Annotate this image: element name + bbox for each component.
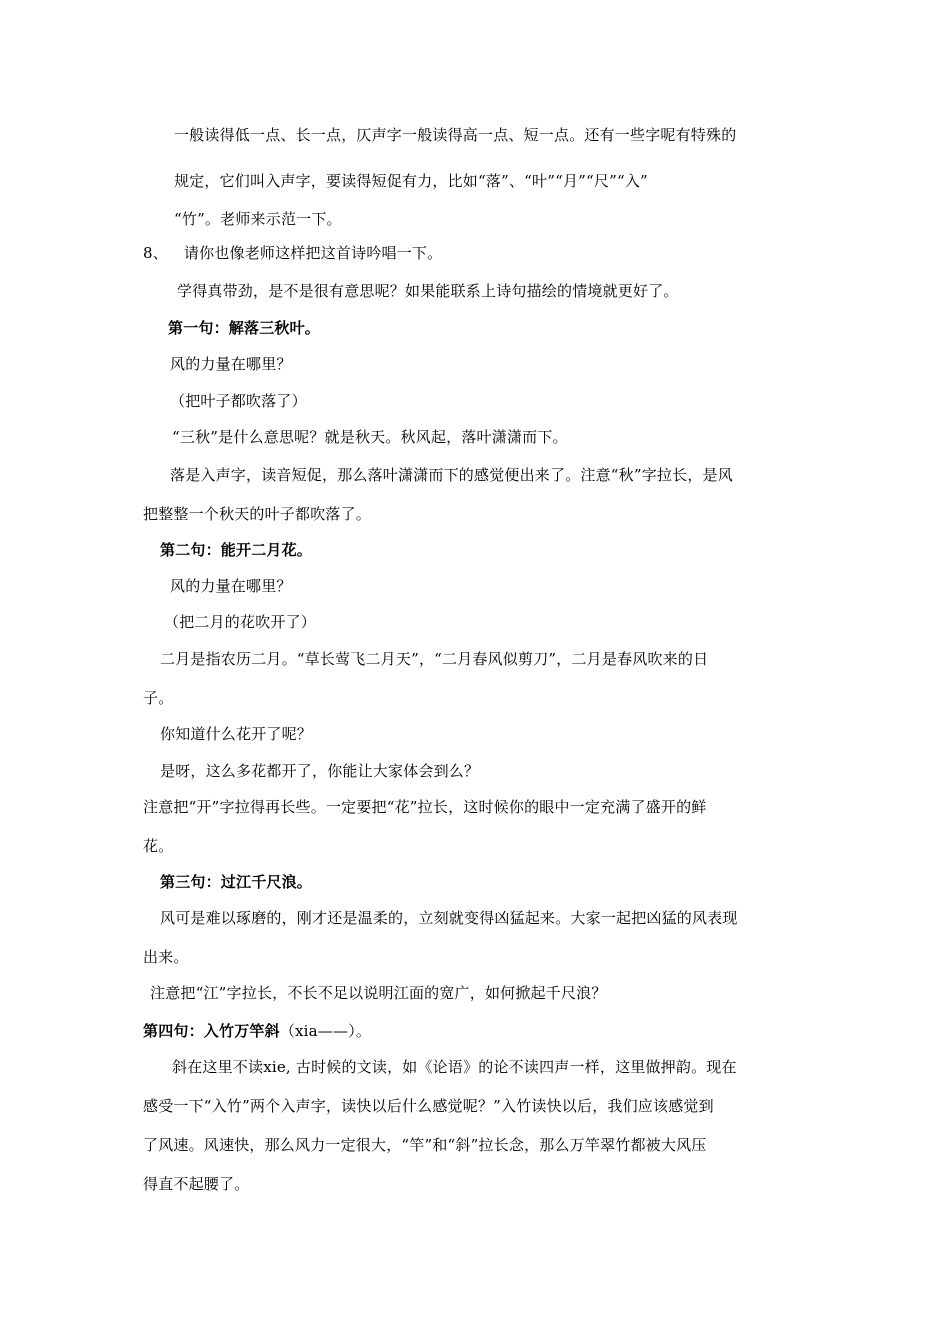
- item-text: 请你也像老师这样把这首诗吟唱一下。: [183, 244, 443, 262]
- text-line: 出来。: [143, 948, 189, 966]
- text-line: “竹”。老师来示范一下。: [174, 210, 342, 228]
- section-heading-line: [143, 1021, 371, 1041]
- text-line: 一般读得低一点、长一点，仄声字一般读得高一点、短一点。还有一些字呢有特殊的: [174, 126, 737, 144]
- section-heading: 第三句：过江千尺浪。: [160, 873, 313, 891]
- text-line: “三秋”是什么意思呢？就是秋天。秋风起，落叶潇潇而下。: [172, 428, 568, 446]
- text-line: 风可是难以琢磨的，刚才还是温柔的，立刻就变得凶猛起来。大家一起把凶猛的风表现: [160, 909, 738, 927]
- pinyin-note: （xia——）。: [279, 1022, 372, 1040]
- text-line: 子。: [143, 689, 174, 707]
- item-number: 8、: [143, 244, 168, 262]
- section-heading: 第二句：能开二月花。: [160, 541, 313, 559]
- text-line: 注意把“开”字拉得再长些。一定要把“花”拉长，这时候你的眼中一定充满了盛开的鲜: [143, 798, 707, 816]
- text-line: 风的力量在哪里？: [170, 355, 292, 373]
- text-line: 把整整一个秋天的叶子都吹落了。: [143, 505, 372, 523]
- text-line: （把二月的花吹开了）: [164, 613, 317, 631]
- text-line: 得直不起腰了。: [143, 1175, 250, 1193]
- text-line: 你知道什么花开了呢？: [160, 725, 313, 743]
- text-line: 二月是指农历二月。“草长莺飞二月天”，“二月春风似剪刀”，二月是春风吹来的日: [160, 650, 709, 668]
- text-line: 学得真带劲，是不是很有意思呢？如果能联系上诗句描绘的情境就更好了。: [177, 282, 679, 300]
- text-line: （把叶子都吹落了）: [170, 392, 307, 410]
- text-line: 风的力量在哪里？: [170, 577, 292, 595]
- text-line: 注意把“江”字拉长，不长不足以说明江面的宽广，如何掀起千尺浪？: [150, 984, 607, 1002]
- text-line: 规定，它们叫入声字，要读得短促有力，比如“落”、“叶”“月”“尺”“入”: [174, 172, 648, 190]
- text-line: 花。: [143, 837, 174, 855]
- text-line: 了风速。风速快，那么风力一定很大，“竿”和“斜”拉长念，那么万竿翠竹都被大风压: [143, 1136, 707, 1154]
- section-heading: 第四句：入竹万竿斜: [143, 1022, 280, 1040]
- text-line: 斜在这里不读xie, 古时候的文读，如《论语》的论不读四声一样，这里做押韵。现在: [172, 1058, 737, 1076]
- numbered-item: [143, 243, 442, 263]
- text-line: 感受一下“入竹”两个入声字，读快以后什么感觉呢？”入竹读快以后，我们应该感觉到: [143, 1097, 714, 1115]
- section-heading: 第一句：解落三秋叶。: [168, 319, 321, 337]
- text-line: 是呀，这么多花都开了，你能让大家体会到么？: [160, 762, 480, 780]
- text-line: 落是入声字，读音短促，那么落叶潇潇而下的感觉便出来了。注意“秋”字拉长，是风: [170, 466, 733, 484]
